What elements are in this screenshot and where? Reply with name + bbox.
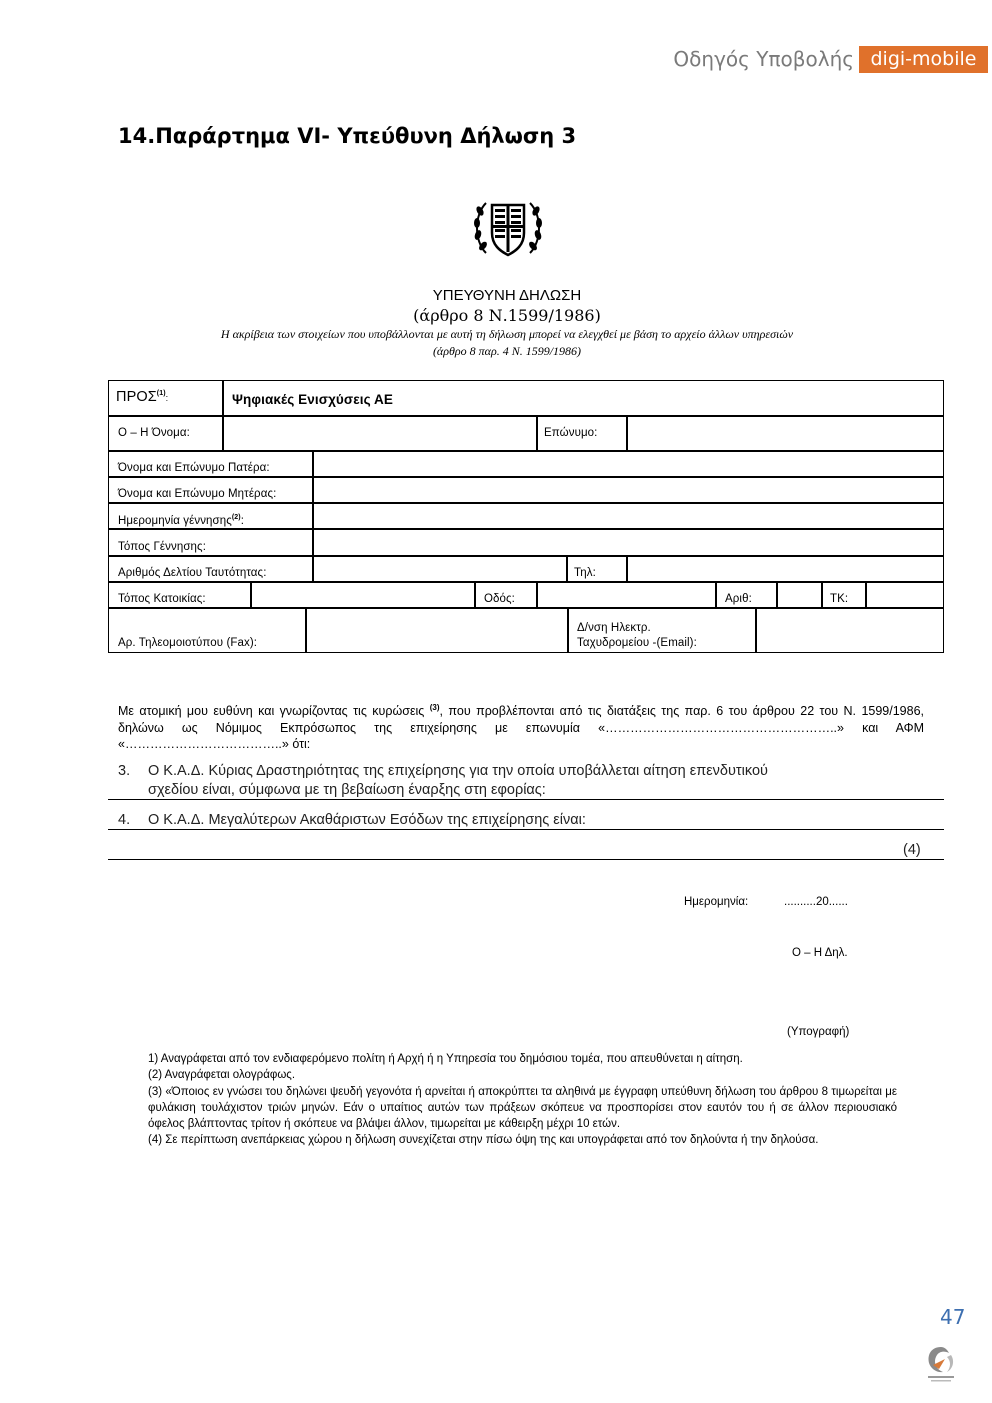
declaration-form <box>108 380 944 653</box>
date-value: ..........20...... <box>784 896 848 908</box>
col-divider <box>566 555 568 581</box>
row-divider <box>108 607 944 609</box>
answer-line <box>108 859 944 860</box>
email-label-line1: Δ/νση Ηλεκτρ. <box>577 622 651 634</box>
row-divider <box>108 581 944 583</box>
col-divider <box>305 607 307 653</box>
row-divider <box>108 450 944 452</box>
publisher-logo-icon <box>925 1345 957 1383</box>
first-name-label: Ο – Η Όνομα: <box>118 427 190 439</box>
item-3-text: Ο Κ.Α.Δ. Κύριας Δραστηριότητας της επιχείρησης για την οποία υποβάλλεται αίτηση επενδυτικού <box>148 763 768 779</box>
street-label: Οδός: <box>484 593 515 605</box>
row-divider <box>108 555 944 557</box>
guide-title: Οδηγός Υποβολής <box>673 47 854 71</box>
footnote-2: (2) Αναγράφεται ολογράφως. <box>148 1069 296 1082</box>
col-divider <box>536 415 538 450</box>
footnotes <box>148 1051 897 1149</box>
date-label: Ημερομηνία: <box>684 896 749 908</box>
col-divider <box>312 450 314 581</box>
number-label: Αριθ: <box>725 593 752 605</box>
accuracy-notice: Η ακρίβεια των στοιχείων που υποβάλλονται με αυτή τη δήλωση μπορεί να ελεγχθεί με βάση το αρχείο άλλων υπηρεσιών <box>220 327 794 341</box>
page-number: 47 <box>940 1305 966 1329</box>
email-label-line2: Ταχυδρομείου -(Email): <box>577 637 697 649</box>
col-divider <box>222 380 224 450</box>
footnote-4: (4) Σε περίπτωση ανεπάρκειας χώρου η δήλωση συνεχίζεται στην πίσω όψη της και υπογράφεται από τον δηλούντα ή την δηλούσα. <box>148 1134 819 1147</box>
item-3-number: 3. <box>118 763 131 779</box>
item-4-text: Ο Κ.Α.Δ. Μεγαλύτερων Ακαθάριστων Εσόδων της επιχείρησης είναι: <box>148 812 586 828</box>
col-divider <box>626 555 628 581</box>
birth-place-label: Τόπος Γέννησης: <box>118 541 206 553</box>
notice-reference: (άρθρο 8 παρ. 4 Ν. 1599/1986) <box>432 344 582 358</box>
col-divider <box>755 607 757 653</box>
footnote-mark: (4) <box>903 842 921 858</box>
law-reference: (άρθρο 8 Ν.1599/1986) <box>413 306 601 325</box>
phone-label: Τηλ: <box>574 567 596 579</box>
item-4-number: 4. <box>118 812 131 828</box>
footnote-1: 1) Αναγράφεται από τον ενδιαφερόμενο πολίτη ή Αρχή ή η Υπηρεσία του δημόσιου τομέα, που απευθύνεται η αίτηση. <box>148 1053 743 1065</box>
answer-line <box>108 799 944 800</box>
document-title: ΥΠΕΥΘΥΝΗ ΔΗΛΩΣΗ <box>432 287 582 304</box>
father-name-label: Όνομα και Επώνυμο Πατέρα: <box>118 462 270 474</box>
section-title: 14.Παράρτημα VI- Υπεύθυνη Δήλωση 3 <box>118 124 577 148</box>
col-divider <box>250 581 252 607</box>
birth-date-label: Ημερομηνία γέννησης$^{(2)}$: <box>118 514 245 527</box>
row-divider <box>108 415 944 417</box>
surname-label: Επώνυμο: <box>544 427 598 439</box>
greek-coat-of-arms-icon <box>472 193 544 263</box>
col-divider <box>821 581 823 607</box>
id-number-label: Αριθμός Δελτίου Ταυτότητας: <box>118 567 267 579</box>
signature-label: (Υπογραφή) <box>787 1026 850 1038</box>
residence-label: Τόπος Κατοικίας: <box>118 593 206 605</box>
footnote-3: (3) «Όποιος εν γνώσει του δηλώνει ψευδή γεγονότα ή αρνείται ή αποκρύπτει τα αληθινά με έγγραφη υπεύθυνη δήλωση του άρθρου 8 τιμωρείται με φυλάκιση τουλάχιστον τριών μηνών. Εάν ο υπαίτιος αυτών των πράξεων σκόπευε να προσπορίσει στον εαυτόν του ή σε άλλον περιουσιακό όφελος βλάπτοντας τρίτον ή σκόπευε να βλάψει άλλον, τιμωρείται με κάθειρξη μέχρι 10 ετών. <box>148 1085 897 1131</box>
col-divider <box>776 581 778 607</box>
fax-label: Αρ. Τηλεομοιοτύπου (Fax): <box>118 637 258 649</box>
col-divider <box>715 581 717 607</box>
col-divider <box>626 415 628 450</box>
row-divider <box>108 476 944 478</box>
row-divider <box>108 502 944 504</box>
col-divider <box>474 581 476 607</box>
mother-name-label: Όνομα και Επώνυμο Μητέρας: <box>118 488 277 500</box>
declaration-text: Με ατομική μου ευθύνη και γνωρίζοντας τις κυρώσεις $^{(3)}$, που προβλέπονται από τις διατάξεις της παρ. 6 του άρθρου 22 του Ν. 1599/1986, δηλώνω ως Νόμιμος Εκπρόσωπος της επιχείρησης με επωνυμία «………………………………………………..» και ΑΦΜ «………………………………..» ότι: <box>118 703 925 752</box>
item-3-text-cont: σχεδίου είναι, σύμφωνα με τη βεβαίωση έναρξης στη εφορίας: <box>148 782 546 798</box>
postcode-label: ΤΚ: <box>830 593 849 605</box>
answer-line <box>108 829 944 830</box>
row-divider <box>108 528 944 530</box>
col-divider <box>536 581 538 607</box>
declarant-label: Ο – Η Δηλ. <box>792 947 848 959</box>
col-divider <box>567 607 569 653</box>
col-divider <box>865 581 867 607</box>
to-label: ΠΡΟΣ$^{(1)}$: <box>116 389 169 405</box>
to-value: Ψηφιακές Ενισχύσεις ΑΕ <box>232 392 394 407</box>
product-badge: digi-mobile <box>859 46 988 73</box>
